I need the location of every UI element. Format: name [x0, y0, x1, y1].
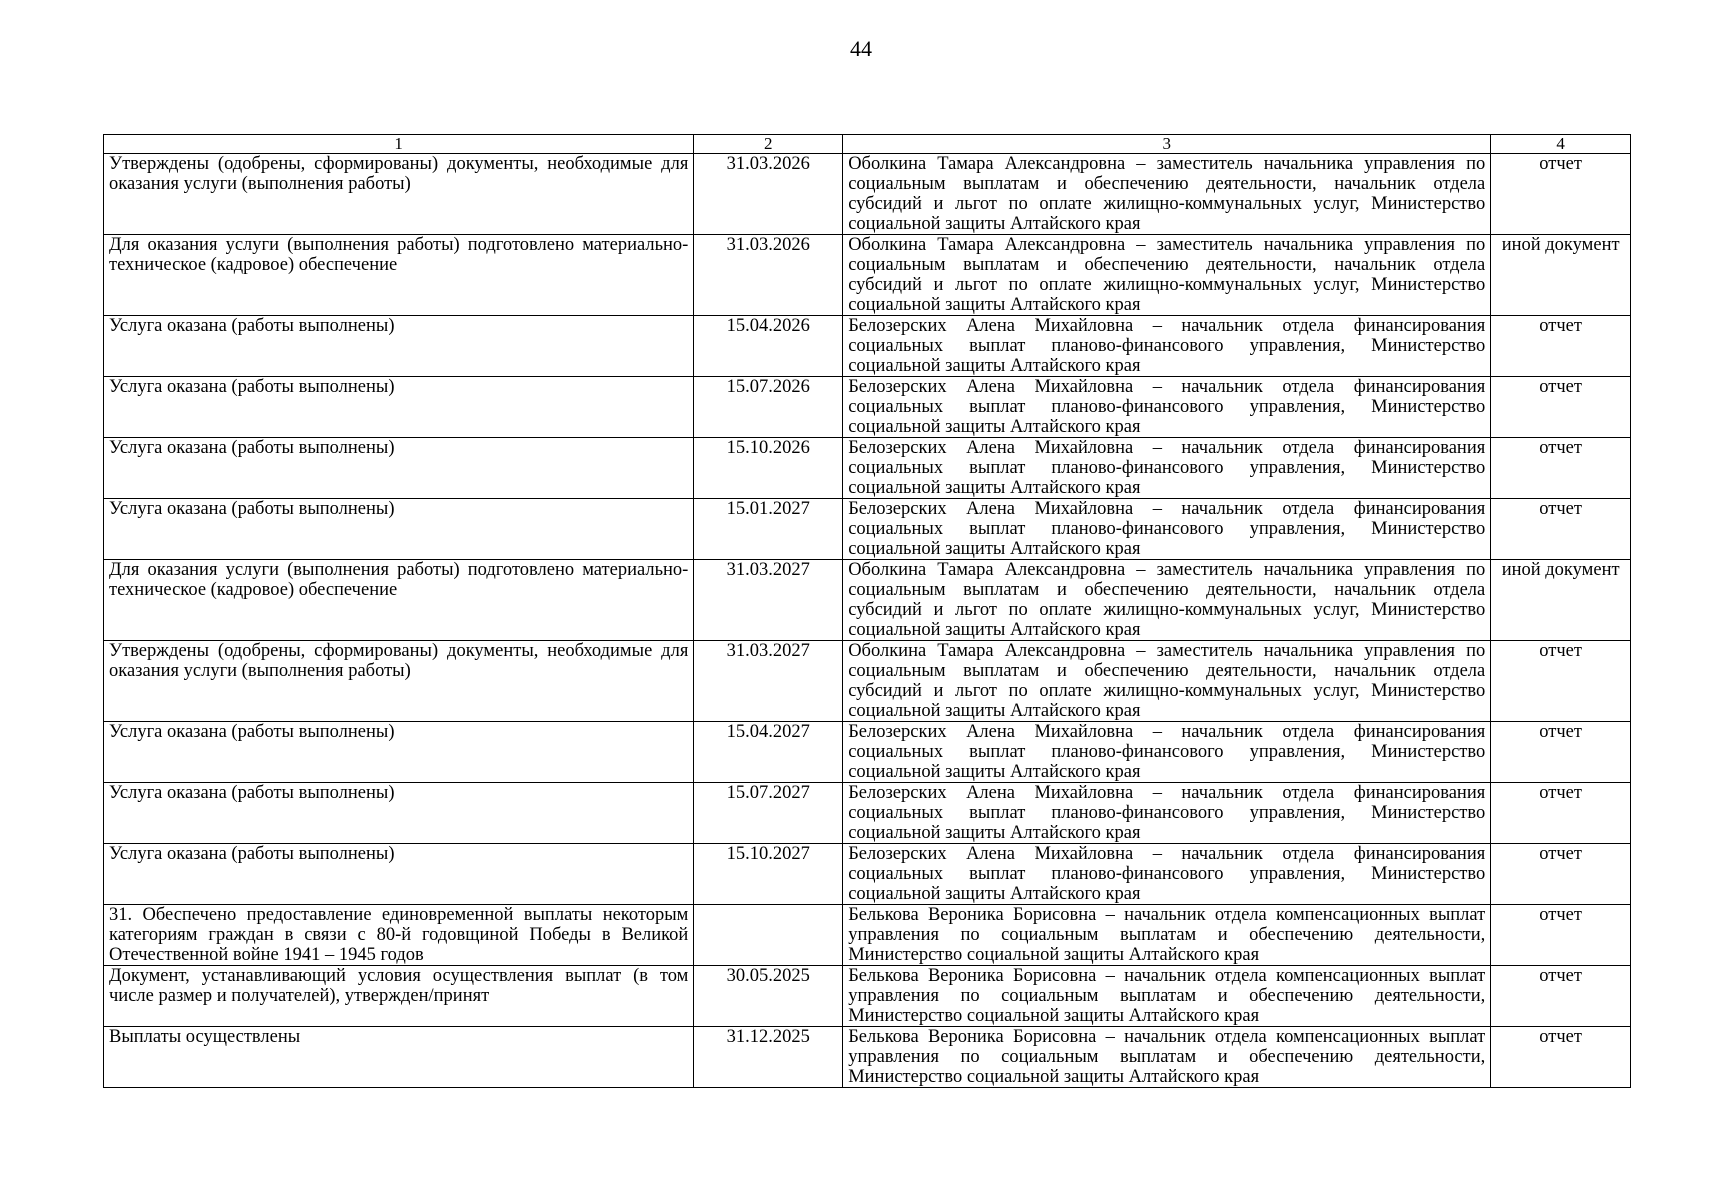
column-header-4: 4	[1491, 135, 1631, 154]
date-cell: 15.01.2027	[694, 499, 843, 560]
responsible-cell: Белькова Вероника Борисовна – начальник отдела компенсационных выплат управления по социальным выплатам и обеспечению деятельности, Министерство социальной защиты Алтайского края	[843, 905, 1491, 966]
task-cell: Утверждены (одобрены, сформированы) документы, необходимые для оказания услуги (выполнения работы)	[104, 154, 694, 235]
responsible-cell: Белозерских Алена Михайловна – начальник отдела финансирования социальных выплат планово-финансового управления, Министерство социальной защиты Алтайского края	[843, 438, 1491, 499]
date-cell: 15.04.2026	[694, 316, 843, 377]
header-row	[104, 135, 1631, 154]
column-header-1: 1	[104, 135, 694, 154]
date-cell: 15.10.2026	[694, 438, 843, 499]
table-row	[104, 1027, 1631, 1088]
date-cell: 31.03.2026	[694, 235, 843, 316]
task-cell: Услуга оказана (работы выполнены)	[104, 377, 694, 438]
table-row	[104, 316, 1631, 377]
task-cell: Выплаты осуществлены	[104, 1027, 694, 1088]
date-cell: 31.03.2026	[694, 154, 843, 235]
task-cell: Услуга оказана (работы выполнены)	[104, 722, 694, 783]
responsible-cell: Оболкина Тамара Александровна – заместитель начальника управления по социальным выплатам и обеспечению деятельности, начальник отдела субсидий и льгот по оплате жилищно-коммунальных услуг, Министерство социальной защиты Алтайского края	[843, 235, 1491, 316]
document-type-cell: отчет	[1491, 499, 1631, 560]
document-type-cell: отчет	[1491, 316, 1631, 377]
task-cell: Услуга оказана (работы выполнены)	[104, 438, 694, 499]
responsible-cell: Белозерских Алена Михайловна – начальник отдела финансирования социальных выплат планово-финансового управления, Министерство социальной защиты Алтайского края	[843, 377, 1491, 438]
page-number: 44	[850, 36, 872, 61]
table-row	[104, 235, 1631, 316]
responsible-cell: Белозерских Алена Михайловна – начальник отдела финансирования социальных выплат планово-финансового управления, Министерство социальной защиты Алтайского края	[843, 316, 1491, 377]
table-row	[104, 154, 1631, 235]
responsible-cell: Белькова Вероника Борисовна – начальник отдела компенсационных выплат управления по социальным выплатам и обеспечению деятельности, Министерство социальной защиты Алтайского края	[843, 1027, 1491, 1088]
responsible-cell: Белькова Вероника Борисовна – начальник отдела компенсационных выплат управления по социальным выплатам и обеспечению деятельности, Министерство социальной защиты Алтайского края	[843, 966, 1491, 1027]
table-row	[104, 844, 1631, 905]
table-header	[104, 135, 1631, 154]
task-cell: Документ, устанавливающий условия осуществления выплат (в том числе размер и получателей), утвержден/принят	[104, 966, 694, 1027]
document-type-cell: отчет	[1491, 783, 1631, 844]
date-cell: 15.07.2027	[694, 783, 843, 844]
document-type-cell: отчет	[1491, 377, 1631, 438]
task-cell: 31. Обеспечено предоставление единовременной выплаты некоторым категориям граждан в связи с 80-й годовщиной Победы в Великой Отечественной войне 1941 – 1945 годов	[104, 905, 694, 966]
document-type-cell: отчет	[1491, 966, 1631, 1027]
responsible-cell: Оболкина Тамара Александровна – заместитель начальника управления по социальным выплатам и обеспечению деятельности, начальник отдела субсидий и льгот по оплате жилищно-коммунальных услуг, Министерство социальной защиты Алтайского края	[843, 154, 1491, 235]
document-type-cell: отчет	[1491, 438, 1631, 499]
document-type-cell: отчет	[1491, 722, 1631, 783]
table-row	[104, 905, 1631, 966]
document-type-cell: отчет	[1491, 154, 1631, 235]
task-cell: Для оказания услуги (выполнения работы) подготовлено материально-техническое (кадровое) обеспечение	[104, 560, 694, 641]
date-cell: 31.03.2027	[694, 560, 843, 641]
document-type-cell: отчет	[1491, 641, 1631, 722]
table-row	[104, 966, 1631, 1027]
date-cell: 15.10.2027	[694, 844, 843, 905]
date-cell: 15.04.2027	[694, 722, 843, 783]
date-cell	[694, 905, 843, 966]
table-row	[104, 377, 1631, 438]
table-row	[104, 783, 1631, 844]
document-type-cell: иной документ	[1491, 235, 1631, 316]
table-row	[104, 641, 1631, 722]
control-points-table	[103, 134, 1631, 1088]
responsible-cell: Белозерских Алена Михайловна – начальник отдела финансирования социальных выплат планово-финансового управления, Министерство социальной защиты Алтайского края	[843, 499, 1491, 560]
task-cell: Услуга оказана (работы выполнены)	[104, 316, 694, 377]
document-type-cell: отчет	[1491, 905, 1631, 966]
date-cell: 15.07.2026	[694, 377, 843, 438]
responsible-cell: Оболкина Тамара Александровна – заместитель начальника управления по социальным выплатам и обеспечению деятельности, начальник отдела субсидий и льгот по оплате жилищно-коммунальных услуг, Министерство социальной защиты Алтайского края	[843, 560, 1491, 641]
responsible-cell: Белозерских Алена Михайловна – начальник отдела финансирования социальных выплат планово-финансового управления, Министерство социальной защиты Алтайского края	[843, 844, 1491, 905]
date-cell: 30.05.2025	[694, 966, 843, 1027]
document-type-cell: иной документ	[1491, 560, 1631, 641]
table-row	[104, 438, 1631, 499]
task-cell: Услуга оказана (работы выполнены)	[104, 783, 694, 844]
table-row	[104, 499, 1631, 560]
responsible-cell: Оболкина Тамара Александровна – заместитель начальника управления по социальным выплатам и обеспечению деятельности, начальник отдела субсидий и льгот по оплате жилищно-коммунальных услуг, Министерство социальной защиты Алтайского края	[843, 641, 1491, 722]
task-cell: Услуга оказана (работы выполнены)	[104, 499, 694, 560]
document-type-cell: отчет	[1491, 1027, 1631, 1088]
task-cell: Для оказания услуги (выполнения работы) подготовлено материально-техническое (кадровое) обеспечение	[104, 235, 694, 316]
column-header-3: 3	[843, 135, 1491, 154]
task-cell: Утверждены (одобрены, сформированы) документы, необходимые для оказания услуги (выполнения работы)	[104, 641, 694, 722]
column-header-2: 2	[694, 135, 843, 154]
document-type-cell: отчет	[1491, 844, 1631, 905]
task-cell: Услуга оказана (работы выполнены)	[104, 844, 694, 905]
table-body	[104, 154, 1631, 1088]
table-row	[104, 560, 1631, 641]
date-cell: 31.03.2027	[694, 641, 843, 722]
responsible-cell: Белозерских Алена Михайловна – начальник отдела финансирования социальных выплат планово-финансового управления, Министерство социальной защиты Алтайского края	[843, 722, 1491, 783]
date-cell: 31.12.2025	[694, 1027, 843, 1088]
responsible-cell: Белозерских Алена Михайловна – начальник отдела финансирования социальных выплат планово-финансового управления, Министерство социальной защиты Алтайского края	[843, 783, 1491, 844]
table-row	[104, 722, 1631, 783]
